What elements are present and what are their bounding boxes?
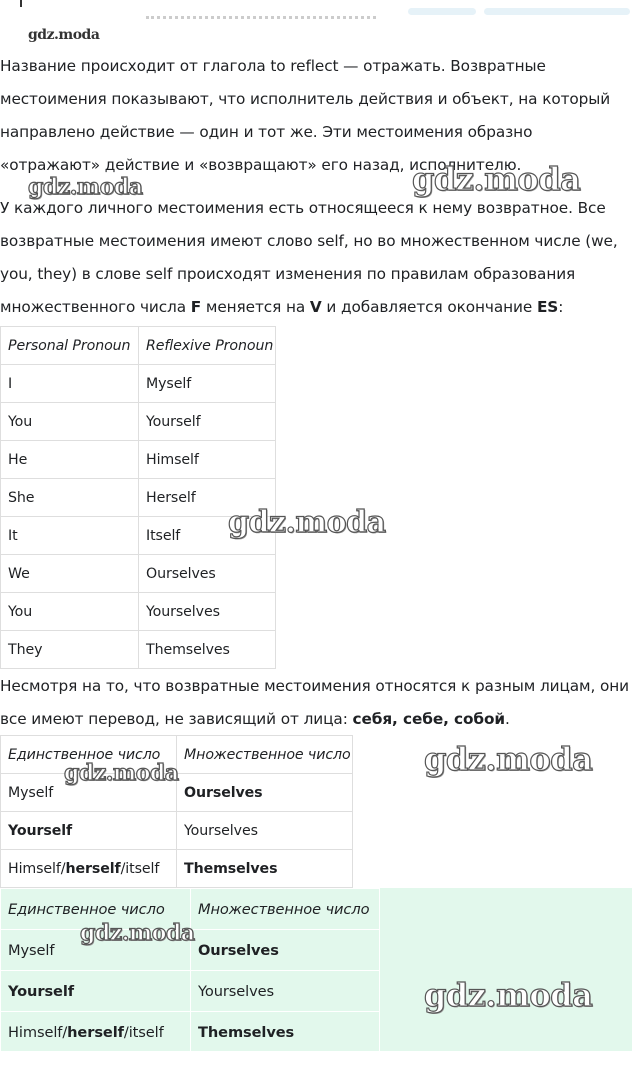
table-row	[1, 555, 276, 593]
table-row	[1, 631, 276, 669]
table-cell: Ourselves	[139, 555, 276, 593]
table-row	[1, 365, 276, 403]
table-row	[1, 593, 276, 631]
table-cell: Himself/herself/itself	[1, 1012, 191, 1053]
watermark: gdz.moda	[228, 505, 386, 540]
table-cell: I	[1, 365, 139, 403]
table-cell: Yourselves	[191, 971, 380, 1012]
table-cell: Myself	[139, 365, 276, 403]
table-cell: Herself	[139, 479, 276, 517]
table-cell: He	[1, 441, 139, 479]
header-personal-pronoun: Personal Pronoun	[1, 327, 139, 365]
header-singular: Единственное число	[1, 889, 191, 930]
table-cell: They	[1, 631, 139, 669]
table-cell: Themselves	[191, 1012, 380, 1053]
watermark: gdz.moda	[80, 920, 195, 946]
table-row	[1, 812, 353, 850]
table-cell: Himself/herself/itself	[1, 850, 177, 888]
table-row	[1, 441, 276, 479]
table-cell: Yourself	[1, 971, 191, 1012]
number-table	[0, 735, 353, 888]
table-cell: Himself	[139, 441, 276, 479]
top-tab-indicator	[484, 8, 630, 15]
intro-paragraph: Название происходит от глагола to reflect — отражать. Возвратные местоимения показывают, что исполнитель действия и объект, на который направлено действие — один и тот же. Эти местоимения образно «отражают» действие и «возвращают» его назад, исполнителю.	[0, 57, 611, 174]
watermark: gdz.moda	[412, 160, 581, 198]
watermark: gdz.moda	[28, 27, 100, 43]
table-row	[1, 1012, 380, 1053]
table-cell: We	[1, 555, 139, 593]
table-cell: It	[1, 517, 139, 555]
cut-off-text-line	[146, 16, 376, 25]
header-plural: Множественное число	[191, 889, 380, 930]
top-strip	[0, 0, 632, 20]
table-row	[1, 850, 353, 888]
table-cell: Themselves	[139, 631, 276, 669]
top-tick	[20, 0, 22, 7]
table-cell: Yourselves	[139, 593, 276, 631]
table-cell: You	[1, 593, 139, 631]
table-cell: Ourselves	[177, 774, 353, 812]
table-cell: Yourselves	[177, 812, 353, 850]
table-cell: She	[1, 479, 139, 517]
rule-paragraph: У каждого личного местоимения есть относящееся к нему возвратное. Все возвратные местоимения имеют слово self, но во множественном числе (we, you, they) в слове self происходят изменения по правилам образования множественного числа F меняется на V и добавляется окончание ES:	[0, 199, 618, 316]
table-cell: Themselves	[177, 850, 353, 888]
watermark: gdz.moda	[424, 976, 593, 1014]
table-row	[1, 403, 276, 441]
header-reflexive-pronoun: Reflexive Pronoun	[139, 327, 276, 365]
top-tab-indicator	[408, 8, 476, 15]
table-cell: Yourself	[1, 812, 177, 850]
table-cell: Yourself	[139, 403, 276, 441]
watermark: gdz.moda	[64, 760, 179, 786]
table-row	[1, 971, 380, 1012]
table-cell: You	[1, 403, 139, 441]
header-singular: Единственное число	[1, 736, 177, 774]
table-cell: Myself	[1, 774, 177, 812]
table-cell: Ourselves	[191, 930, 380, 971]
table-cell: Itself	[139, 517, 276, 555]
table-header-row	[1, 327, 276, 365]
watermark: gdz.moda	[424, 740, 593, 778]
table-cell: Myself	[1, 930, 191, 971]
header-plural: Множественное число	[177, 736, 353, 774]
pronoun-table	[0, 326, 276, 669]
translation-paragraph: Несмотря на то, что возвратные местоимения относятся к разным лицам, они все имеют перевод, не зависящий от лица: себя, себе, собой.	[0, 677, 630, 728]
watermark: gdz.moda	[28, 174, 143, 200]
number-table-highlighted	[0, 888, 380, 1053]
